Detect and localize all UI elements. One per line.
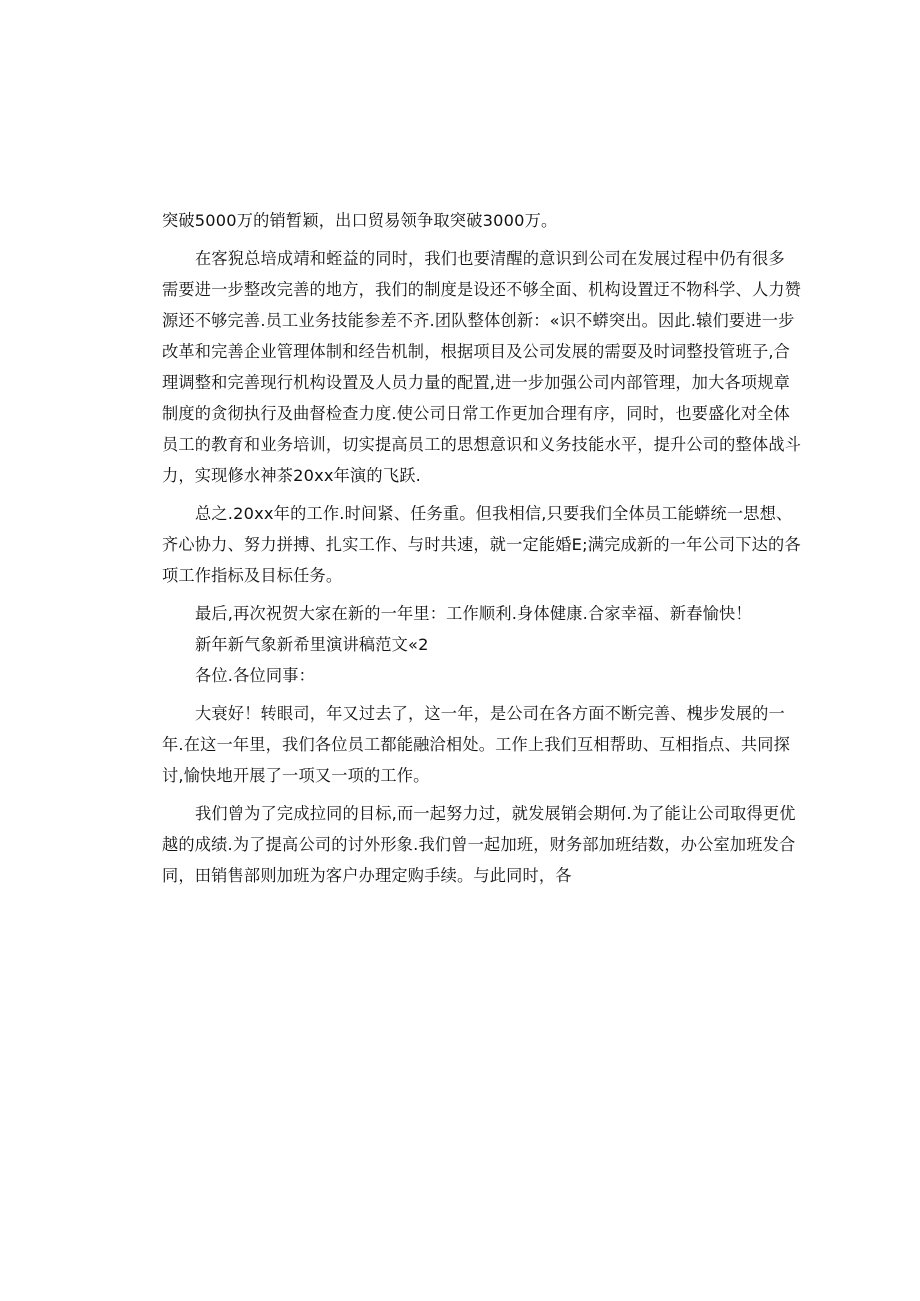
salutation: 各位.各位同事： xyxy=(195,666,316,685)
text-line: 最后,再次祝贺大家在新的一年里：工作顺利.身体健康.合家幸福、新春愉快！ xyxy=(195,604,752,623)
text-line: 大衰好！转眼司，年又过去了，这一年，是公司在各方面不断完善、槐步发展的一 xyxy=(195,704,785,723)
paragraph-gap xyxy=(162,236,762,243)
text-line: 力，实现修水神茶20xx年演的飞跃. xyxy=(162,466,421,485)
text-line: 项工作指标及目标任务。 xyxy=(162,566,343,585)
text-line: 突破5000万的销暂颖，出口贸易领争取突破3000万。 xyxy=(162,211,558,230)
paragraph-gap xyxy=(162,491,762,498)
text-line: 越的成绩.为了提高公司的讨外形象.我们曾一起加班，财务部加班结数，办公室加班发合 xyxy=(162,835,796,854)
section-heading: 新年新气象新希里演讲稿范文«2 xyxy=(195,635,429,654)
paragraph-gap xyxy=(162,591,762,598)
paragraph-gap xyxy=(162,791,762,798)
paragraph-gap xyxy=(162,691,762,698)
document-body xyxy=(162,205,802,891)
text-line: 年.在这一年里，我们各位员工都能融洽相处。工作上我们互相帮助、互相指点、共同探 xyxy=(162,735,791,754)
text-line: 我们曾为了完成拉同的目标,而一起努力过，就发展销会期何.为了能让公司取得更优 xyxy=(195,804,796,823)
text-line: 改革和完善企业管理体制和经告机制，根据项目及公司发展的需耍及时词整投管班子,合 xyxy=(162,342,791,361)
text-line: 齐心协力、努力拼搏、扎实工作、与时共速，就一定能婚Ε;满完成新的一年公司下达的各 xyxy=(162,535,801,554)
text-line: 理调整和完善现行机构设置及人员力量的配置,进一步加强公司内部管理，加大各项规章 xyxy=(162,373,791,392)
text-line: 源还不够完善.员工业务技能参差不齐.团队整体创新：«识不蟒突出。因此.辕们要进一步 xyxy=(162,311,795,330)
text-line: 制度的贪彻执行及曲督检查力度.使公司日常工作更加合理有序，同时，也要盛化对全体 xyxy=(162,404,791,423)
text-line: 同，田销售部则加班为客户办理定购手续。与此同时，各 xyxy=(162,866,572,885)
text-line: 总之.20xx年的工作.时间紧、任务重。但我相信,只要我们全体员工能蟒统一思想、 xyxy=(195,504,793,523)
text-line: 员工的教育和业务培训，切实提高员工的思想意识和义务技能水平，提升公司的整体战斗 xyxy=(162,435,802,454)
text-line: 需要进一步整改完善的地方，我们的制度是设还不够全面、机构设置迂不物科学、人力赞 xyxy=(162,280,802,299)
text-line: 在客猊总培成靖和蛭益的同时，我们也要清醒的意识到公司在发展过程中仍有很多 xyxy=(195,249,785,268)
text-line: 讨,愉快地开展了一项又一项的工作。 xyxy=(162,766,430,785)
